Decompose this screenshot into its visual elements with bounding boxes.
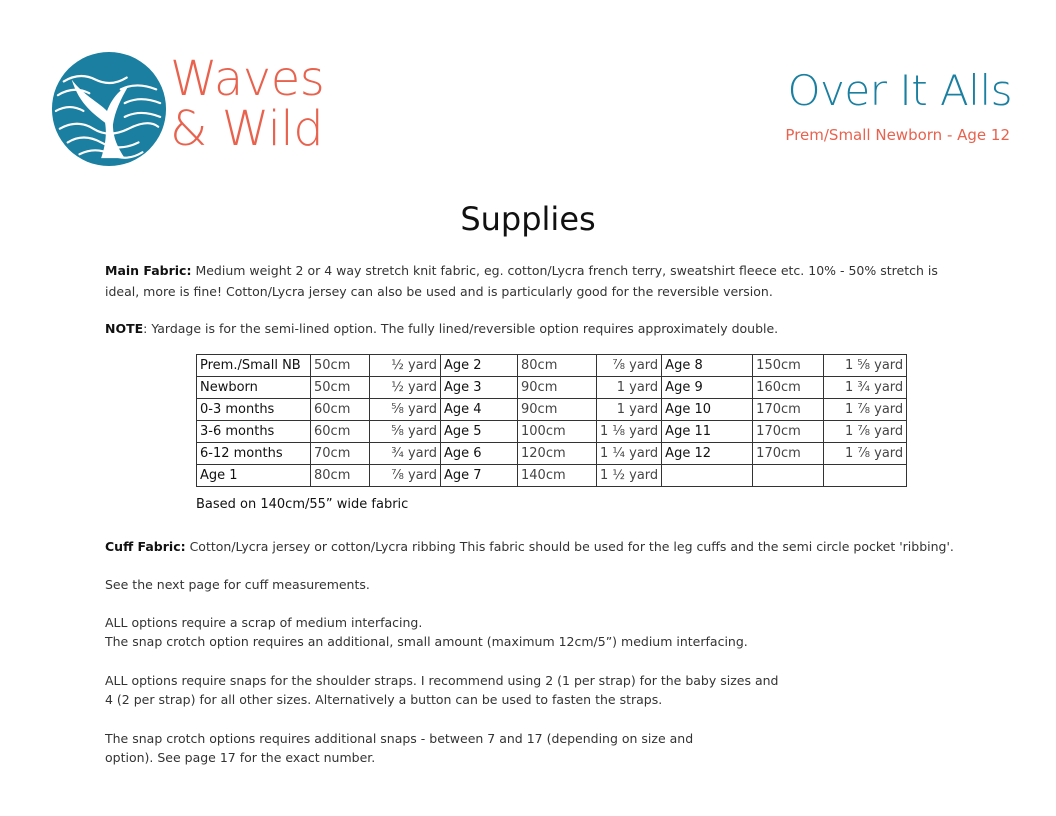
table-cell-size: Age 10 (662, 399, 753, 421)
table-cell-yd: ⅞ yard (370, 465, 441, 487)
table-cell-size: Age 5 (441, 421, 518, 443)
table-cell-size: 0-3 months (197, 399, 311, 421)
table-cell-cm: 60cm (311, 399, 370, 421)
yardage-table (196, 354, 907, 487)
table-cell-cm: 90cm (518, 399, 597, 421)
note-label: NOTE (105, 321, 144, 336)
table-row (197, 355, 907, 377)
table-cell-cm: 50cm (311, 355, 370, 377)
fabric-width-note: Based on 140cm/55” wide fabric (196, 497, 409, 512)
table-cell-yd: 1 ⅛ yard (597, 421, 662, 443)
table-cell-size: Age 11 (662, 421, 753, 443)
table-cell-cm: 170cm (753, 443, 824, 465)
table-cell-cm: 90cm (518, 377, 597, 399)
table-cell-cm: 140cm (518, 465, 597, 487)
table-cell-yd: ¾ yard (370, 443, 441, 465)
cuff-fabric-label: Cuff Fabric: (105, 539, 186, 554)
snaps-line-1: ALL options require snaps for the shoulder straps. I recommend using 2 (1 per strap) for the baby sizes and (105, 673, 779, 688)
table-cell-yd: 1 ⅞ yard (824, 443, 907, 465)
brand-line-2: & Wild (170, 101, 324, 157)
table-row (197, 377, 907, 399)
note-text: : Yardage is for the semi-lined option. The fully lined/reversible option requires approximately double. (143, 321, 779, 336)
brand-name (170, 51, 325, 157)
table-cell-cm: 80cm (311, 465, 370, 487)
whale-tail-logo-icon (50, 50, 168, 168)
table-cell-yd: 1 ⅞ yard (824, 399, 907, 421)
brand-line-1: Waves (170, 51, 325, 107)
cuff-fabric-paragraph (105, 536, 965, 557)
cuff-fabric-text: Cotton/Lycra jersey or cotton/Lycra ribbing This fabric should be used for the leg cuffs and the semi circle pocket 'ribbing'. (185, 539, 954, 554)
page-heading: Supplies (460, 200, 596, 238)
table-cell-cm (753, 465, 824, 487)
table-cell-yd: ⅞ yard (597, 355, 662, 377)
table-row (197, 443, 907, 465)
table-cell-size: Age 4 (441, 399, 518, 421)
table-row (197, 399, 907, 421)
crotch-snaps-line-1: The snap crotch options requires additional snaps - between 7 and 17 (depending on size and (105, 731, 694, 746)
table-cell-size: Prem./Small NB (197, 355, 311, 377)
table-cell-yd: ½ yard (370, 377, 441, 399)
table-cell-yd (824, 465, 907, 487)
table-cell-cm: 100cm (518, 421, 597, 443)
table-cell-yd: 1 yard (597, 399, 662, 421)
table-cell-cm: 170cm (753, 421, 824, 443)
table-cell-size: Age 7 (441, 465, 518, 487)
table-cell-size: Age 6 (441, 443, 518, 465)
table-cell-size (662, 465, 753, 487)
table-cell-cm: 60cm (311, 421, 370, 443)
table-cell-size: Newborn (197, 377, 311, 399)
pattern-title: Over It Alls (787, 66, 1012, 115)
table-cell-size: 6-12 months (197, 443, 311, 465)
table-cell-yd: ⅝ yard (370, 399, 441, 421)
table-cell-cm: 70cm (311, 443, 370, 465)
main-fabric-text: Medium weight 2 or 4 way stretch knit fabric, eg. cotton/Lycra french terry, sweatshirt fleece etc. 10% - 50% stretch is ideal, more is fine! Cotton/Lycra jersey can also be used and is particularly good for the reversible version. (105, 263, 938, 299)
table-cell-yd: 1 ½ yard (597, 465, 662, 487)
snaps-line-2: 4 (2 per strap) for all other sizes. Alternatively a button can be used to fasten the straps. (105, 692, 663, 707)
interfacing-line-2: The snap crotch option requires an additional, small amount (maximum 12cm/5”) medium interfacing. (105, 634, 748, 649)
table-row (197, 465, 907, 487)
cuff-note: See the next page for cuff measurements. (105, 577, 370, 592)
table-cell-cm: 80cm (518, 355, 597, 377)
table-cell-yd: 1 ¾ yard (824, 377, 907, 399)
table-cell-cm: 170cm (753, 399, 824, 421)
table-cell-size: Age 9 (662, 377, 753, 399)
note-paragraph (105, 318, 965, 339)
table-cell-yd: 1 ⅞ yard (824, 421, 907, 443)
table-cell-yd: ½ yard (370, 355, 441, 377)
table-cell-size: Age 12 (662, 443, 753, 465)
crotch-snaps-line-2: option). See page 17 for the exact number. (105, 750, 376, 765)
table-cell-size: Age 8 (662, 355, 753, 377)
table-cell-size: Age 3 (441, 377, 518, 399)
interfacing-line-1: ALL options require a scrap of medium interfacing. (105, 615, 423, 630)
table-cell-cm: 120cm (518, 443, 597, 465)
table-cell-size: 3-6 months (197, 421, 311, 443)
table-cell-yd: 1 yard (597, 377, 662, 399)
table-cell-yd: 1 ⅝ yard (824, 355, 907, 377)
main-fabric-label: Main Fabric: (105, 263, 192, 278)
table-cell-yd: ⅝ yard (370, 421, 441, 443)
main-fabric-paragraph (105, 260, 965, 302)
table-cell-cm: 150cm (753, 355, 824, 377)
table-row (197, 421, 907, 443)
table-cell-yd: 1 ¼ yard (597, 443, 662, 465)
table-cell-cm: 50cm (311, 377, 370, 399)
pattern-subtitle: Prem/Small Newborn - Age 12 (785, 126, 1010, 144)
table-cell-size: Age 1 (197, 465, 311, 487)
table-cell-cm: 160cm (753, 377, 824, 399)
table-cell-size: Age 2 (441, 355, 518, 377)
